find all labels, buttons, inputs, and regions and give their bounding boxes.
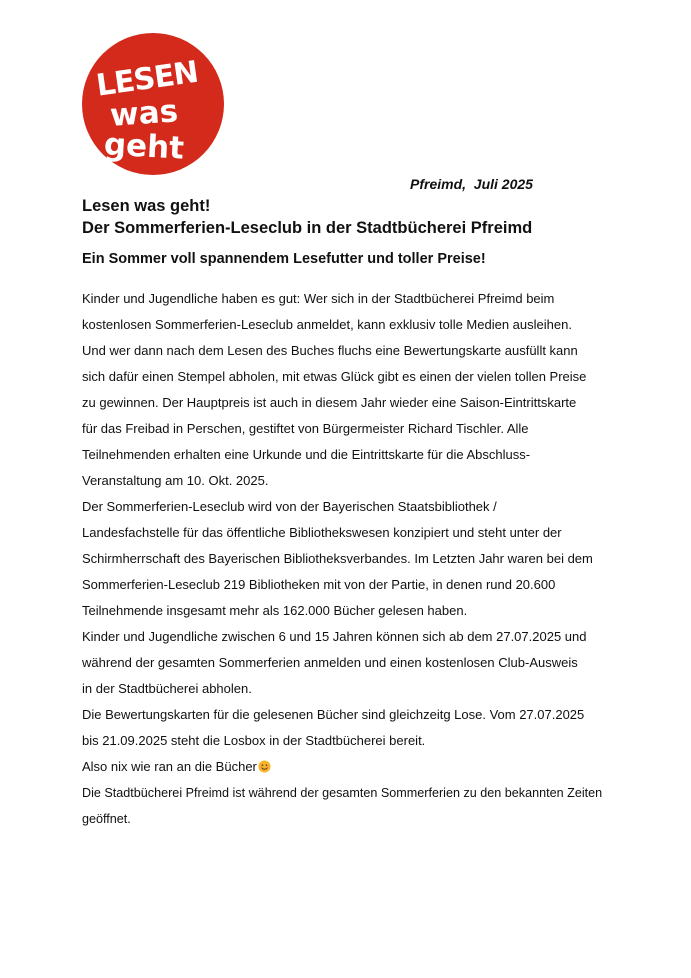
body-line-with-emoji [82, 754, 642, 780]
headline [82, 195, 642, 239]
closing-line: Die Stadtbücherei Pfreimd ist während der gesamten Sommerferien zu den bekannten Zeiten [82, 786, 603, 800]
body-line: Sommerferien-Leseclub 219 Bibliotheken mit von der Partie, in denen rund 20.600 [82, 577, 556, 592]
body-line: Und wer dann nach dem Lesen des Buches fluchs eine Bewertungskarte ausfüllt kann [82, 343, 578, 358]
headline-line-2: Der Sommerferien-Leseclub in der Stadtbücherei Pfreimd [82, 219, 533, 237]
svg-text:LESEN: LESEN [94, 54, 200, 104]
body-line: zu gewinnen. Der Hauptpreis ist auch in diesem Jahr wieder eine Saison-Eintrittskarte [82, 395, 577, 410]
body-line: Veranstaltung am 10. Okt. 2025. [82, 473, 269, 488]
article-body [82, 286, 642, 832]
body-line: während der gesamten Sommerferien anmelden und einen kostenlosen Club-Ausweis [82, 655, 578, 670]
lesen-was-geht-logo [82, 33, 224, 175]
body-line: Teilnehmende insgesamt mehr als 162.000 Bücher gelesen haben. [82, 603, 468, 618]
smiling-face-icon [258, 760, 271, 773]
svg-text:was: was [108, 93, 180, 134]
body-line: Teilnehmenden erhalten eine Urkunde und die Eintrittskarte für die Abschluss- [82, 447, 531, 462]
dateline: Pfreimd, Juli 2025 [410, 176, 533, 192]
body-line: Die Bewertungskarten für die gelesenen Bücher sind gleichzeitg Lose. Vom 27.07.2025 [82, 707, 585, 722]
body-line: in der Stadtbücherei abholen. [82, 681, 252, 696]
body-line: Kinder und Jugendliche haben es gut: Wer sich in der Stadtbücherei Pfreimd beim [82, 291, 555, 306]
body-line: sich dafür einen Stempel abholen, mit etwas Glück gibt es einen der vielen tollen Preise [82, 369, 587, 384]
body-line-text: Also nix wie ran an die Bücher [82, 759, 257, 774]
body-line: Kinder und Jugendliche zwischen 6 und 15 Jahren können sich ab dem 27.07.2025 und [82, 629, 587, 644]
headline-line-1: Lesen was geht! [82, 197, 211, 215]
body-line: Schirmherrschaft des Bayerischen Bibliotheksverbandes. Im Letzten Jahr waren bei dem [82, 551, 593, 566]
body-line: bis 21.09.2025 steht die Losbox in der Stadtbücherei bereit. [82, 733, 426, 748]
body-line: Der Sommerferien-Leseclub wird von der Bayerischen Staatsbibliothek / [82, 499, 497, 514]
body-line: Landesfachstelle für das öffentliche Bibliothekswesen konzipiert und steht unter der [82, 525, 562, 540]
closing-line: geöffnet. [82, 812, 131, 826]
svg-text:geht: geht [103, 126, 185, 167]
subheadline: Ein Sommer voll spannendem Lesefutter und toller Preise! [82, 251, 486, 267]
body-line: für das Freibad in Perschen, gestiftet von Bürgermeister Richard Tischler. Alle [82, 421, 529, 436]
body-line: kostenlosen Sommerferien-Leseclub anmeldet, kann exklusiv tolle Medien ausleihen. [82, 317, 572, 332]
logo-graphic [82, 33, 224, 175]
